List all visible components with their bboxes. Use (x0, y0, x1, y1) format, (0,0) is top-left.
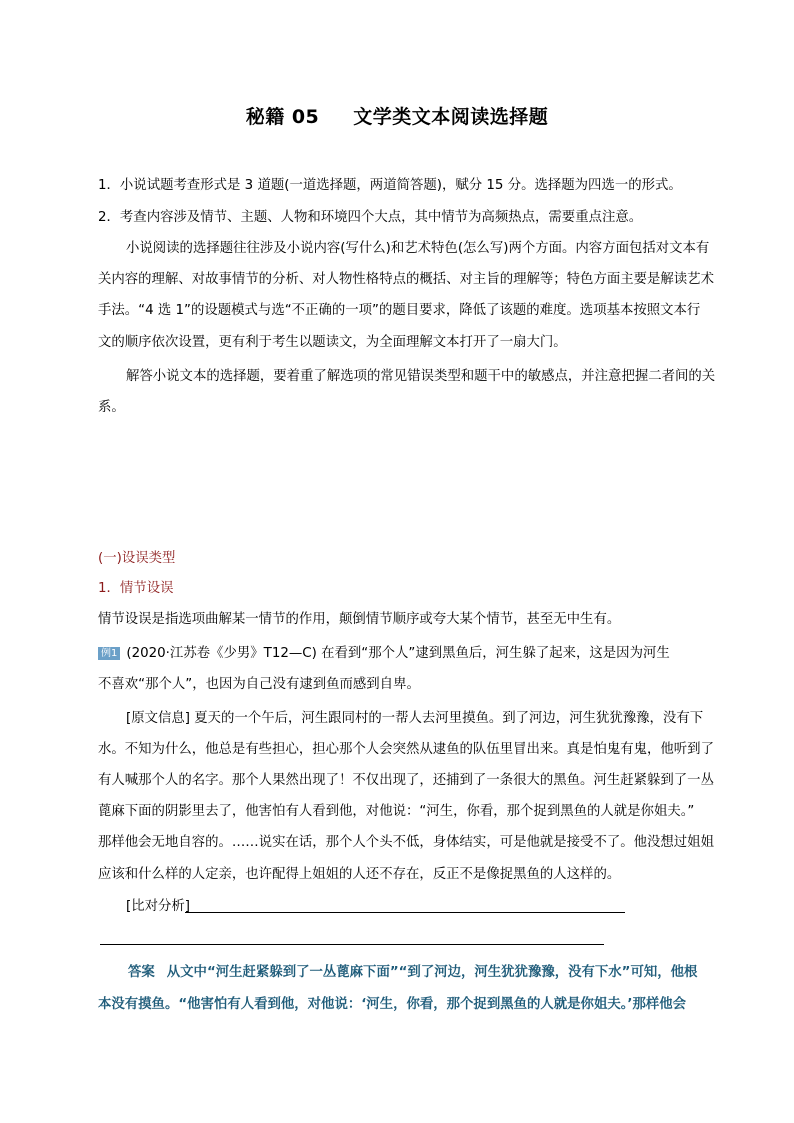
source-line: [原文信息] 夏天的一个午后，河生跟同村的一帮人去河里摸鱼。到了河边，河生犹犹豫豫，没有下 (126, 711, 704, 726)
source-line: 水。不知为什么，他总是有些担心，担心那个人会突然从逮鱼的队伍里冒出来。真是怕鬼有鬼，他听到了 (98, 742, 714, 757)
section-heading: (一)设误类型 (98, 551, 176, 566)
intro-paragraph-line: 手法。“4 选 1”的设题模式与选“不正确的一项”的题目要求，降低了该题的难度。选项基本按照文本行 (98, 303, 701, 318)
title-main: 文学类文本阅读选择题 (353, 106, 549, 128)
intro-paragraph-line: 关内容的理解、对故事情节的分析、对人物性格特点的概括、对主旨的理解等；特色方面主要是解读艺术 (98, 272, 714, 287)
intro-paragraph-line: 系。 (98, 400, 125, 415)
example-line (98, 645, 723, 663)
intro-item-2: 2．考查内容涉及情节、主题、人物和环境四个大点，其中情节为高频热点，需要重点注意。 (98, 210, 643, 225)
source-line: 有人喊那个人的名字。那个人果然出现了！不仅出现了，还捕到了一条很大的黑鱼。河生赶紧躲到了一丛 (98, 773, 714, 788)
source-line: 应该和什么样的人定亲，也许配得上姐姐的人还不存在，反正不是像捉黑鱼的人这样的。 (98, 867, 621, 882)
source-line: 那样他会无地自容的。……说实在话，那个人个头不低，身体结实，可是他就是接受不了。他没想过姐姐 (98, 835, 714, 850)
intro-paragraph-line: 文的顺序依次设置，更有利于考生以题读文，为全面理解文本打开了一扇大门。 (98, 335, 567, 350)
page-title (0, 102, 794, 129)
example-question: (2020·江苏卷《少男》T12—C) 在看到“那个人”逮到黑鱼后，河生躲了起来，这是因为河生 (126, 646, 670, 661)
example-line: 不喜欢“那个人”，也因为自己没有逮到鱼而感到自卑。 (98, 677, 420, 692)
title-prefix: 秘籍 05 (245, 106, 320, 128)
answer-label: 答案 (128, 965, 155, 980)
section-subheading: 1．情节设误 (98, 581, 174, 596)
analysis-label: [比对分析] (126, 899, 191, 914)
section-definition: 情节设误是指选项曲解某一情节的作用，颠倒情节顺序或夸大某个情节，甚至无中生有。 (98, 612, 621, 627)
intro-item-1: 1．小说试题考查形式是 3 道题(一道选择题，两道简答题)，赋分 15 分。选择题为四选一的形式。 (98, 178, 682, 193)
intro-paragraph-line: 解答小说文本的选择题，要着重了解选项的常见错误类型和题干中的敏感点，并注意把握二者间的关 (126, 369, 716, 384)
example-tag: 例1 (98, 647, 120, 660)
analysis-blank-line (185, 912, 625, 913)
source-line: 蓖麻下面的阴影里去了，他害怕有人看到他，对他说：“河生，你看，那个捉到黑鱼的人就是你姐夫。” (98, 804, 695, 819)
answer-line: 本没有摸鱼。“他害怕有人看到他，对他说：‘河生，你看，那个捉到黑鱼的人就是你姐夫。’那样他会 (98, 997, 687, 1012)
intro-paragraph-line: 小说阅读的选择题往往涉及小说内容(写什么)和艺术特色(怎么写)两个方面。内容方面包括对文本有 (126, 241, 710, 256)
answer-text: 从文中“河生赶紧躲到了一丛蓖麻下面”“到了河边，河生犹犹豫豫，没有下水”可知，他根 (166, 965, 698, 980)
analysis-blank-line (100, 944, 604, 945)
answer-line (98, 964, 723, 982)
